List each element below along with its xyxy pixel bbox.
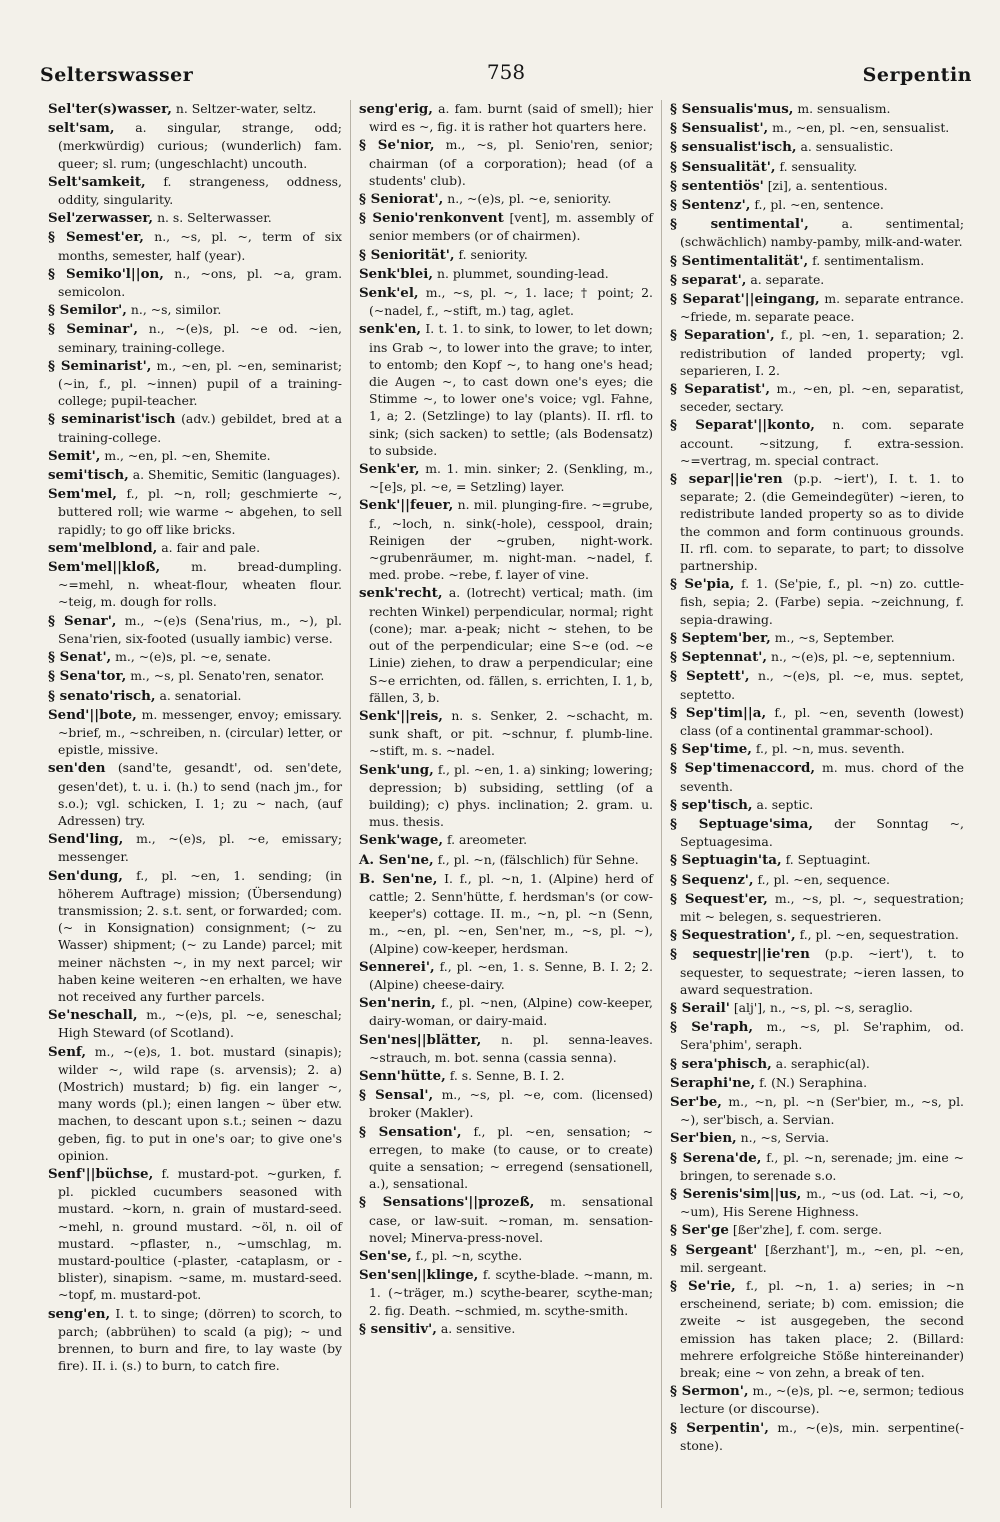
entry-headword: § Sep'tim||a, [670,704,767,721]
entry-definition: f., pl. ~en, seventh (lowest) class (of a continental grammar-school). [680,704,964,738]
entry-headword: § Sep'time, [670,741,752,758]
dictionary-entry [670,1018,964,1053]
entry-headword: § Semiko'l||on, [48,265,164,282]
dictionary-entry [48,100,342,118]
entry-definition: n. plummet, sounding-lead. [436,265,609,281]
dictionary-entry [48,1165,342,1304]
entry-headword: Senk'ung, [359,761,434,778]
dictionary-entry [48,759,342,829]
entry-headword: Senk'||feuer, [359,497,454,514]
dictionary-entry [670,119,964,137]
dictionary-entry [48,320,342,355]
entry-headword: § Sequenz', [670,871,754,888]
entry-definition: n., ~s, pl. ~, term of six months, semester, half (year). [58,229,342,263]
entry-definition: f. 1. (Se'pie, f., pl. ~n) zo. cuttle-fish, sepia; 2. (Farbe) sepia. ~zeichnung, f. sepia-drawing. [680,576,964,627]
entry-definition: a. (lotrecht) vertical; math. (im rechten Winkel) perpendicular, normal; right (cone); mar. a-peak; nicht ~ stehen, to be out of the perpendicular; eine S~e (od. ~e Linie) ziehen, to draw a perpendicular; eine S~e errichten, od. fällen, s. errichten, I. 1, b, fällen, 3, b. [369,585,653,705]
entry-definition: n. pl. senna-leaves. ~strauch, m. bot. senna (cassia senna). [369,1031,653,1065]
entry-headword: senk'en, [359,321,422,338]
dictionary-entry [48,612,342,647]
entry-headword: Senn'hütte, [359,1067,446,1084]
dictionary-entry [670,575,964,628]
entry-definition: der Sonntag ~, Septuagesima. [680,815,964,850]
entry-headword: § Septem'ber, [670,629,771,646]
dictionary-entry [670,1221,964,1239]
entry-definition: m., ~s, pl. Senio'ren, senior; chairman (of a corporation); head (of a students' club). [369,137,653,188]
dictionary-entry [670,926,964,944]
entry-definition: f., pl. ~n, 1. a) series; in ~n erscheinend, seriate; b) com. emission; die zweite ~ ist ausgegeben, the second emission has taken place; 2. (Billard: mehrere erfolgreiche Stöße hintereinander) break; eine ~ von zehn, a break of ten. [680,1278,964,1381]
entry-headword: Sen'se, [359,1248,412,1264]
entry-headword: § Se'pia, [670,576,735,593]
entry-definition: f., pl. ~en, 1. a) sinking; lowering; depression; b) subsiding, settling (of a building); c) phys. inclination; 2. gram. u. mus. thesis. [369,761,653,830]
dictionary-entry [670,1074,964,1092]
entry-headword: § sera'phisch, [670,1055,772,1072]
entry-headword: sen'den [48,760,106,777]
page-header [40,56,972,96]
entry-headword: § Senio'renkonvent [359,210,504,227]
entry-definition: m., ~s, pl. Se'raphim, od. Sera'phim', seraph. [680,1019,964,1053]
entry-headword: Ser'be, [670,1093,722,1110]
entry-definition: m. separate entrance. ~friede, m. separate peace. [680,291,964,325]
entry-definition: m., ~s, September. [774,629,895,645]
dictionary-entry [359,265,653,283]
dictionary-entry [359,1123,653,1193]
dictionary-entry [670,1055,964,1073]
entry-headword: § Se'nior, [359,137,435,154]
entry-definition: a. senatorial. [159,687,242,703]
entry-definition: m. 1. min. sinker; 2. (Senkling, m., ~[e]s, pl. ~e, = Setzling) layer. [369,461,653,495]
entry-definition: [ßer'zhe], f. com. serge. [732,1222,883,1238]
entry-definition: n., ~(e)s, pl. ~e od. ~ien, seminary, training-college. [58,321,342,355]
dictionary-entry [48,830,342,865]
entry-headword: § sep'tisch, [670,796,753,813]
entry-definition: m., ~(e)s, pl. ~e, sermon; tedious lecture (or discourse). [680,1383,964,1417]
dictionary-entry [359,209,653,244]
dictionary-entry [359,831,653,849]
dictionary-entry [670,704,964,739]
entry-headword: Sennerei', [359,958,435,975]
entry-definition: n. mil. plunging-fire. ~=grube, f., ~loch, n. sink(-hole), cesspool, drain; Reinigen der ~gruben, night-work. ~grubenräumer, m. night-man. ~nadel, f. med. probe. ~rebe, f. layer of vine. [369,497,653,583]
entry-headword: § Seniorität', [359,246,455,263]
entry-definition: n. Seltzer-water, seltz. [175,101,317,116]
entry-definition: f. areometer. [447,832,528,848]
dictionary-entry [359,284,653,319]
column-1 [40,100,350,1508]
entry-headword: § Semilor', [48,302,127,319]
entry-definition: f. strangeness, oddness, oddity, singularity. [58,173,342,208]
entry-headword: § Septuagin'ta, [670,852,782,869]
entry-definition: f., pl. ~n, scythe. [415,1248,523,1263]
dictionary-entry [359,190,653,208]
dictionary-entry [48,466,342,484]
dictionary-entry [48,648,342,666]
entry-definition: f., pl. ~nen, (Alpine) cow-keeper, dairy-woman, or dairy-maid. [369,995,653,1029]
dictionary-entry [359,320,653,459]
dictionary-entry [48,119,342,172]
dictionary-entry [48,410,342,445]
column-3 [661,100,972,1508]
entry-definition: n. s. Senker, 2. ~schacht, m. sunk shaft, or pit. ~schnur, f. plumb-line. ~stift, m. s. ~nadel. [369,707,653,759]
dictionary-entry [670,470,964,574]
entry-definition: f., pl. ~en, sentence. [754,197,884,213]
page-number: 758 [486,60,526,84]
entry-definition: a. septic. [756,796,814,812]
entry-headword: Seraphi'ne, [670,1074,756,1091]
entry-headword: § Seniorat', [359,191,444,208]
dictionary-entry [670,215,964,250]
entry-headword: § Separatist', [670,381,770,398]
dictionary-entry [670,290,964,325]
dictionary-entry [670,380,964,415]
entry-definition: f., pl. ~en, sequence. [757,871,890,887]
dictionary-entry [359,870,653,957]
dictionary-entry [670,326,964,379]
entry-headword: Sem'mel, [48,486,117,503]
entry-definition: m., ~(e)s, pl. ~e, emissary; messenger. [58,831,342,865]
entry-definition: a. fair and pale. [161,539,261,555]
entry-headword: semi'tisch, [48,467,129,484]
dictionary-entry [670,815,964,850]
dictionary-entry [670,740,964,758]
entry-definition: n., ~(e)s, pl. ~e, septennium. [770,649,956,665]
entry-headword: § Senat', [48,649,112,666]
dictionary-entry [48,667,342,685]
entry-headword: Sen'sen||klinge, [359,1267,479,1284]
entry-definition: a. fam. burnt (said of smell); hier wird es ~, fig. it is rather hot quarters here. [369,101,653,135]
entry-definition: (adv.) gebildet, bred at a training-college. [58,411,343,445]
entry-headword: seng'erig, [359,101,433,117]
entry-headword: Semit', [48,447,101,464]
dictionary-entry [670,1419,964,1454]
dictionary-entry [359,1193,653,1246]
dictionary-entry [670,416,964,469]
entry-definition: f. s. Senne, B. I. 2. [449,1067,565,1083]
entry-definition: f. sentimentalism. [812,252,925,268]
dictionary-entry [670,138,964,156]
dictionary-entry [48,209,342,227]
entry-headword: Send'||bote, [48,706,137,723]
dictionary-entry [359,100,653,135]
entry-headword: Senk'blei, [359,265,434,282]
dictionary-entry [670,796,964,814]
dictionary-entry [48,558,342,611]
dictionary-entry [48,173,342,208]
entry-definition: f., pl. ~n, roll; geschmierte ~, buttered roll; wie warme ~ abgehen, to sell rapidly; to go off like bricks. [58,486,342,537]
dictionary-entry [48,867,342,1006]
dictionary-entry [359,1031,653,1066]
entry-definition: m., ~(e)s, pl. ~e, senate. [115,649,272,665]
entry-headword: § sensualist'isch, [670,139,797,156]
entry-headword: § sequestr||ie'ren [670,946,810,963]
entry-definition: n., ~(e)s, pl. ~e, seniority. [447,191,612,207]
entry-definition: f., pl. ~n, mus. seventh. [755,741,905,757]
entry-headword: Senk'el, [359,285,419,302]
dictionary-entry [670,1129,964,1147]
entry-headword: § Sensal', [359,1087,434,1104]
column-2 [350,100,661,1508]
entry-headword: § Sequest'er, [670,890,768,907]
dictionary-entry [48,687,342,705]
entry-headword: Se'neschall, [48,1007,138,1024]
entry-definition: m. bread-dumpling. ~=mehl, n. wheat-flour, wheaten flour. ~teig, m. dough for rolls. [58,559,342,610]
entry-definition: n. com. separate account. ~sitzung, f. extra-session. ~=vertrag, m. special contract. [680,417,964,468]
entry-definition: a. singular, strange, odd; (merkwürdig) curious; (wunderlich) fam. queer; sl. rum; (ungeschlacht) uncouth. [58,120,342,171]
entry-headword: § Semest'er, [48,229,144,246]
entry-headword: Ser'bien, [670,1130,737,1147]
running-head-left: Selterswasser [40,64,194,86]
dictionary-entry [670,1093,964,1128]
entry-definition: m., ~en, pl. ~en, separatist, seceder, sectary. [680,381,964,415]
entry-definition: f., pl. ~n, (fälschlich) für Sehne. [437,851,639,867]
entry-headword: § Septennat', [670,649,768,666]
entry-columns [40,100,972,1508]
entry-headword: § separ||ie'ren [670,471,783,488]
entry-headword: Sen'dung, [48,867,123,884]
dictionary-entry [359,958,653,993]
dictionary-entry [670,1241,964,1276]
entry-headword: § Sequestration', [670,927,796,944]
entry-definition: m., ~en, pl. ~en, seminarist; (~in, f., pl. ~innen) pupil of a training-college; pupil-teacher. [58,357,342,409]
entry-headword: § Sentenz', [670,197,751,214]
dictionary-entry [359,136,653,189]
entry-definition: m. mus. chord of the seventh. [680,760,964,794]
dictionary-entry [359,1067,653,1085]
entry-definition: m., ~s, pl. ~, sequestration; mit ~ belegen, s. sequestrieren. [680,890,964,924]
dictionary-entry [48,539,342,557]
running-head-right: Serpentin [862,64,972,86]
entry-definition: m. sensational case, or law-suit. ~roman, m. sensation-novel; Minerva-press-novel. [369,1194,653,1245]
entry-definition: m., ~en, pl. ~en, sensualist. [772,120,950,136]
entry-definition: a. seraphic(al). [775,1055,870,1071]
entry-definition: f., pl. ~en, 1. separation; 2. redistribution of landed property; vgl. separieren, I. 2. [680,327,965,378]
entry-definition: a. sensitive. [440,1320,516,1336]
dictionary-entry [670,648,964,666]
entry-headword: § Ser'ge [670,1222,729,1239]
dictionary-entry [670,890,964,925]
entry-definition: m., ~(e)s (Sena'rius, m., ~), pl. Sena'rien, six-footed (usually iambic) verse. [58,612,342,646]
entry-headword: Sen'nes||blätter, [359,1031,482,1048]
entry-headword: § Senar', [48,612,117,629]
entry-definition: f., pl. ~en, sequestration. [799,927,959,943]
entry-headword: Senk'wage, [359,832,444,849]
entry-headword: § sentimental', [670,216,809,233]
entry-headword: § Sentimentalität', [670,252,809,269]
entry-definition: m., ~(e)s, min. serpentine(-stone). [680,1419,964,1453]
entry-definition: f. scythe-blade. ~mann, m. 1. (~träger, m.) scythe-bearer, scythe-man; 2. fig. Death. ~schmied, m. scythe-smith. [369,1267,653,1318]
entry-definition: n., ~s, similor. [130,302,222,318]
dictionary-entry [670,1149,964,1184]
dictionary-entry [359,1247,653,1265]
entry-definition: a. separate. [750,271,825,287]
entry-headword: Selt'samkeit, [48,173,146,190]
entry-headword: § Seminar', [48,321,139,338]
dictionary-entry [48,1006,342,1041]
entry-definition: f., pl. ~en, sensation; ~ erregen, to make (to cause, or to create) quite a sensation; ~ erregend (sensationell, a.), sensational. [369,1123,653,1192]
entry-definition: (p.p. ~iert'), t. to sequester, to sequestrate; ~ieren lassen, to award sequestration. [680,946,964,997]
entry-definition: f. seniority. [458,246,528,262]
entry-definition: a. sentimental; (schwächlich) namby-pamby, milk-and-water. [680,216,964,250]
dictionary-entry [359,1086,653,1121]
entry-definition: a. sensualistic. [800,139,894,155]
dictionary-entry [359,851,653,869]
entry-definition: f., pl. ~n, serenade; jm. eine ~ bringen, to serenade s.o. [680,1149,964,1183]
entry-headword: Senf, [48,1043,87,1060]
dictionary-entry [359,496,653,583]
dictionary-entry [670,1185,964,1220]
entry-headword: Senk'||reis, [359,707,443,724]
dictionary-entry [48,265,342,300]
entry-definition: [zi], a. sententious. [767,177,888,193]
dictionary-entry [670,667,964,702]
entry-headword: Send'ling, [48,831,124,848]
entry-headword: Sel'zerwasser, [48,210,154,227]
entry-headword: § Serenis'sim||us, [670,1185,802,1202]
entry-headword: A. Sen'ne, [359,851,434,868]
dictionary-entry [48,228,342,263]
entry-definition: n., ~s, Servia. [740,1130,830,1146]
dictionary-entry [670,871,964,889]
dictionary-entry [359,584,653,705]
entry-headword: § Sensualist', [670,120,769,137]
entry-definition: f., pl. ~en, 1. sending; (in höherem Auftrage) mission; (Übersendung) transmission; 2. s.t. sent, or forwarded; com. (~ in Konsignation) consignment; (~ zu Wasser) shipment; (~ zu Lande) parcel; mit meiner nächsten ~, in my next parcel; wir haben keine weiteren ~en erhalten, we have not received any further parcels. [58,867,342,1004]
entry-definition: [vent], m. assembly of senior members (or of chairmen). [369,210,653,244]
dictionary-entry [48,301,342,319]
entry-headword: Senk'er, [359,461,420,478]
dictionary-entry [48,1305,342,1375]
entry-headword: § Separation', [670,327,775,344]
entry-headword: § Sermon', [670,1383,749,1400]
dictionary-entry [670,945,964,998]
entry-headword: Sen'nerin, [359,995,436,1012]
dictionary-entry [670,851,964,869]
entry-headword: § Sensualis'mus, [670,101,794,117]
entry-definition: I. f., pl. ~n, 1. (Alpine) herd of cattle; 2. Senn'hütte, f. herdsman's (or cow-keeper's) cottage. II. m., ~n, pl. ~n (Senn, m., ~en, pl. ~en, Sen'ner, m., ~s, pl. ~), (Alpine) cow-keeper, herdsman. [369,870,653,956]
entry-headword: § Separat'||eingang, [670,291,820,308]
entry-headword: § Septett', [670,668,750,685]
entry-definition: (p.p. ~iert'), I. t. 1. to separate; 2. (die Gemeindegüter) ~ieren, to redistribute landed property so as to divide the common and form continuous grounds. II. rfl. com. to separate, to part; to dissolve partnership. [680,471,964,574]
entry-definition: I. t. 1. to sink, to lower, to let down; ins Grab ~, to lower into the grave; to inter, to entomb; den Kopf ~, to hang one's head; die Augen ~, to cast down one's eyes; die Stimme ~, to lower one's voice; vgl. Fahne, 1, a; 2. (Setzlinge) to lay (plants). II. rfl. to sink; (sich sacken) to settle; (als Bodensatz) to subside. [369,321,653,458]
dictionary-entry [48,706,342,759]
entry-headword: § Separat'||konto, [670,417,815,434]
entry-headword: § seminarist'isch [48,411,176,428]
dictionary-entry [670,1382,964,1417]
entry-headword: Senf'||büchse, [48,1165,154,1182]
entry-headword: § Sensation', [359,1123,462,1140]
entry-definition: m., ~s, pl. Senato'ren, senator. [130,668,325,684]
entry-headword: § Serpentin', [670,1419,769,1436]
entry-definition: a. Shemitic, Semitic (languages). [132,467,341,483]
entry-headword: § Serail' [670,999,730,1016]
entry-definition: n., ~(e)s, pl. ~e, mus. septet, septetto. [680,668,964,702]
dictionary-entry [670,1277,964,1381]
entry-headword: § Se'raph, [670,1019,753,1036]
entry-definition: [ßerzhant'], m., ~en, pl. ~en, mil. sergeant. [680,1241,964,1275]
dictionary-entry [359,761,653,831]
entry-headword: § Sena'tor, [48,668,127,685]
entry-definition: m., ~s, pl. ~, 1. lace; † point; 2. (~nadel, f., ~stift, m.) tag, aglet. [369,285,653,319]
dictionary-entry [48,447,342,465]
entry-headword: § Serena'de, [670,1149,762,1166]
dictionary-entry [359,994,653,1029]
entry-definition: f. sensuality. [779,158,858,174]
dictionary-entry [359,246,653,264]
dictionary-entry [670,759,964,794]
dictionary-entry [670,196,964,214]
entry-headword: § Sensations'||prozeß, [359,1194,535,1211]
entry-definition: m., ~en, pl. ~en, Shemite. [104,447,271,463]
entry-headword: § Sensualität', [670,158,776,175]
dictionary-entry [359,1320,653,1338]
entry-definition: n., ~ons, pl. ~a, gram. semicolon. [58,265,343,300]
entry-definition: m. sensualism. [797,101,891,116]
entry-definition: m., ~us (od. Lat. ~i, ~o, ~um), His Serene Highness. [680,1185,964,1220]
dictionary-entry [48,357,342,410]
entry-definition: m., ~(e)s, 1. bot. mustard (sinapis); wilder ~, wild rape (s. arvensis); 2. a) (Mostrich) mustard; b) fig. ein langer ~, many words (pl.); einen langen ~ über etw. machen, to descant upon s.t.; seinen ~ dazu geben, fig. to put in one's oar; to give one's opinion. [58,1043,342,1163]
entry-definition: f. Septuagint. [785,852,871,868]
entry-headword: § Sep'timenaccord, [670,760,816,777]
dictionary-entry [670,177,964,195]
dictionary-entry [670,100,964,118]
entry-headword: § senato'risch, [48,687,156,704]
dictionary-entry [48,1043,342,1164]
dictionary-entry [359,460,653,495]
entry-definition: f. (N.) Seraphina. [759,1074,868,1090]
dictionary-entry [359,1266,653,1319]
entry-headword: senk'recht, [359,585,443,602]
entry-definition: n. s. Selterwasser. [157,210,272,226]
dictionary-entry [670,271,964,289]
entry-headword: selt'sam, [48,120,115,137]
entry-headword: seng'en, [48,1305,111,1322]
entry-definition: (sand'te, gesandt', od. sen'dete, gesen'det), t. u. i. (h.) to send (nach jm., for s.o.); vgl. schicken, I. 1; zu ~ nach, (auf Adressen) try. [58,760,342,828]
entry-definition: [alj'], n., ~s, pl. ~s, seraglio. [733,999,913,1015]
entry-definition: I. t. to singe; (dörren) to scorch, to parch; (abbrühen) to scald (a pig); ~ und brennen, to burn and fire, to lay waste (by fire). II. i. (s.) to burn, to catch fire. [58,1305,342,1374]
entry-headword: § Septuage'sima, [670,815,814,832]
dictionary-entry [670,629,964,647]
entry-headword: § separat', [670,271,747,288]
entry-headword: B. Sen'ne, [359,870,438,887]
entry-headword: Sem'mel||kloß, [48,559,161,576]
dictionary-entry [359,707,653,760]
entry-definition: m., ~n, pl. ~n (Ser'bier, m., ~s, pl. ~), ser'bisch, a. Servian. [680,1093,964,1128]
entry-headword: sem'melblond, [48,539,158,556]
entry-definition: f., pl. ~en, 1. s. Senne, B. I. 2; 2. (Alpine) cheese-dairy. [369,958,653,992]
dictionary-entry [670,158,964,176]
dictionary-entry [670,252,964,270]
entry-headword: § sensitiv', [359,1320,437,1337]
entry-headword: § Sergeant' [670,1241,758,1258]
entry-headword: Sel'ter(s)wasser, [48,101,172,117]
entry-headword: § Seminarist', [48,357,152,374]
entry-headword: § Se'rie, [670,1278,736,1294]
entry-headword: § sententiös' [670,177,764,194]
dictionary-entry [48,485,342,538]
entry-definition: m., ~(e)s, pl. ~e, seneschal; High Steward (of Scotland). [58,1007,342,1041]
entry-definition: m., ~s, pl. ~e, com. (licensed) broker (Makler). [369,1087,653,1121]
entry-definition: f. mustard-pot. ~gurken, f. pl. pickled cucumbers seasoned with mustard. ~korn, n. grain of mustard-seed. ~mehl, n. ground mustard. ~öl, n. oil of mustard. ~pflaster, n., ~umschlag, m. mustard-poultice (-plaster, -cataplasm, or -blister), sinapism. ~same, m. mustard-seed. ~topf, m. mustard-pot. [58,1165,342,1303]
dictionary-entry [670,999,964,1017]
entry-definition: m. messenger, envoy; emissary. ~brief, m., ~schreiben, n. (circular) letter, or epistle, missive. [58,706,343,758]
